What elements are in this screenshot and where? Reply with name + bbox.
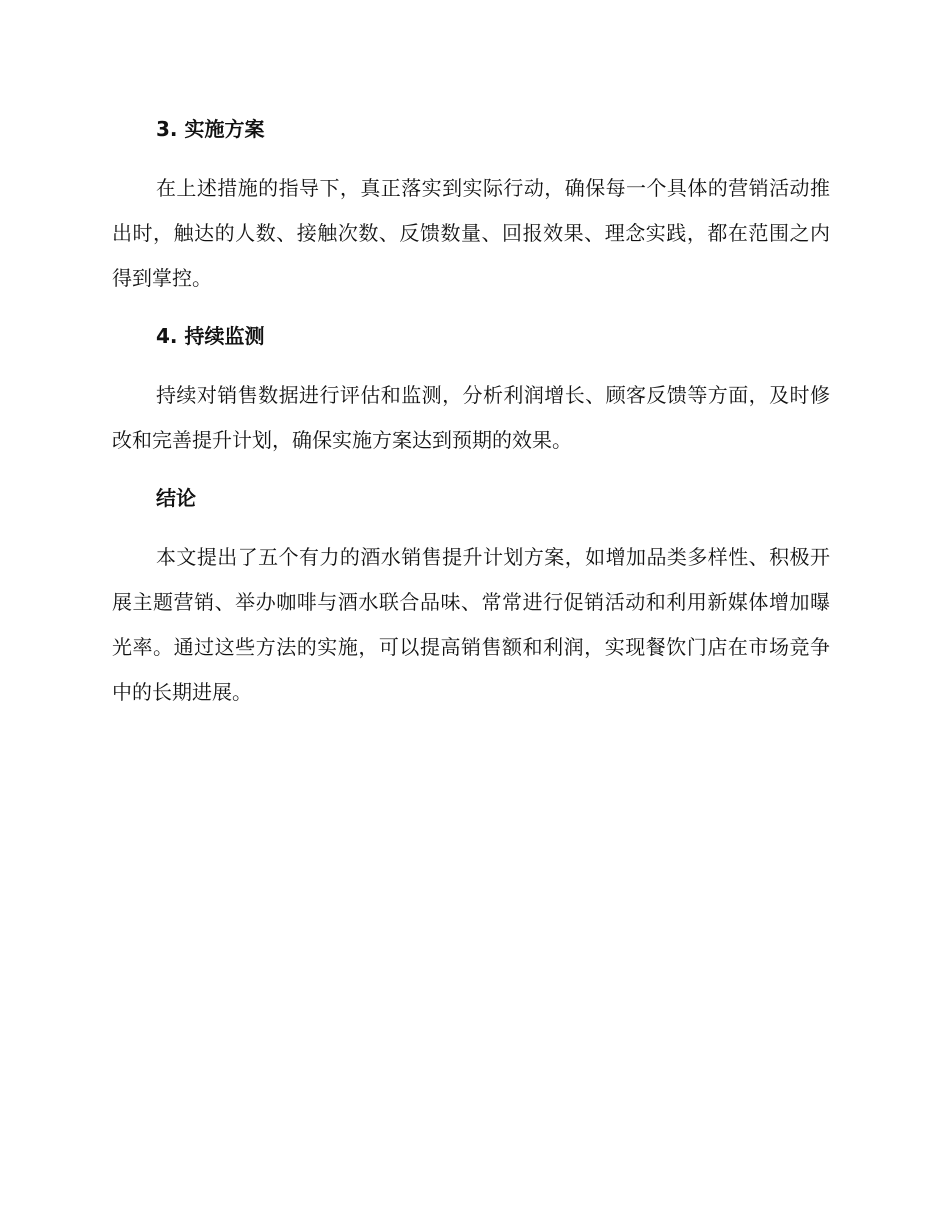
section-heading-monitoring: 4. 持续监测 <box>156 324 265 348</box>
section-heading-conclusion: 结论 <box>156 486 196 510</box>
section-paragraph-implementation: 在上述措施的指导下，真正落实到实际行动，确保每一个具体的营销活动推出时，触达的人数、接触次数、反馈数量、回报效果、理念实践，都在范围之内得到掌控。 <box>112 176 830 290</box>
section-heading-implementation: 3. 实施方案 <box>156 117 265 141</box>
section-paragraph-conclusion: 本文提出了五个有力的酒水销售提升计划方案，如增加品类多样性、积极开展主题营销、举办咖啡与酒水联合品味、常常进行促销活动和利用新媒体增加曝光率。通过这些方法的实施，可以提高销售额和利润，实现餐饮门店在市场竞争中的长期进展。 <box>112 545 830 704</box>
section-paragraph-monitoring: 持续对销售数据进行评估和监测，分析利润增长、顾客反馈等方面，及时修改和完善提升计划，确保实施方案达到预期的效果。 <box>112 383 830 452</box>
